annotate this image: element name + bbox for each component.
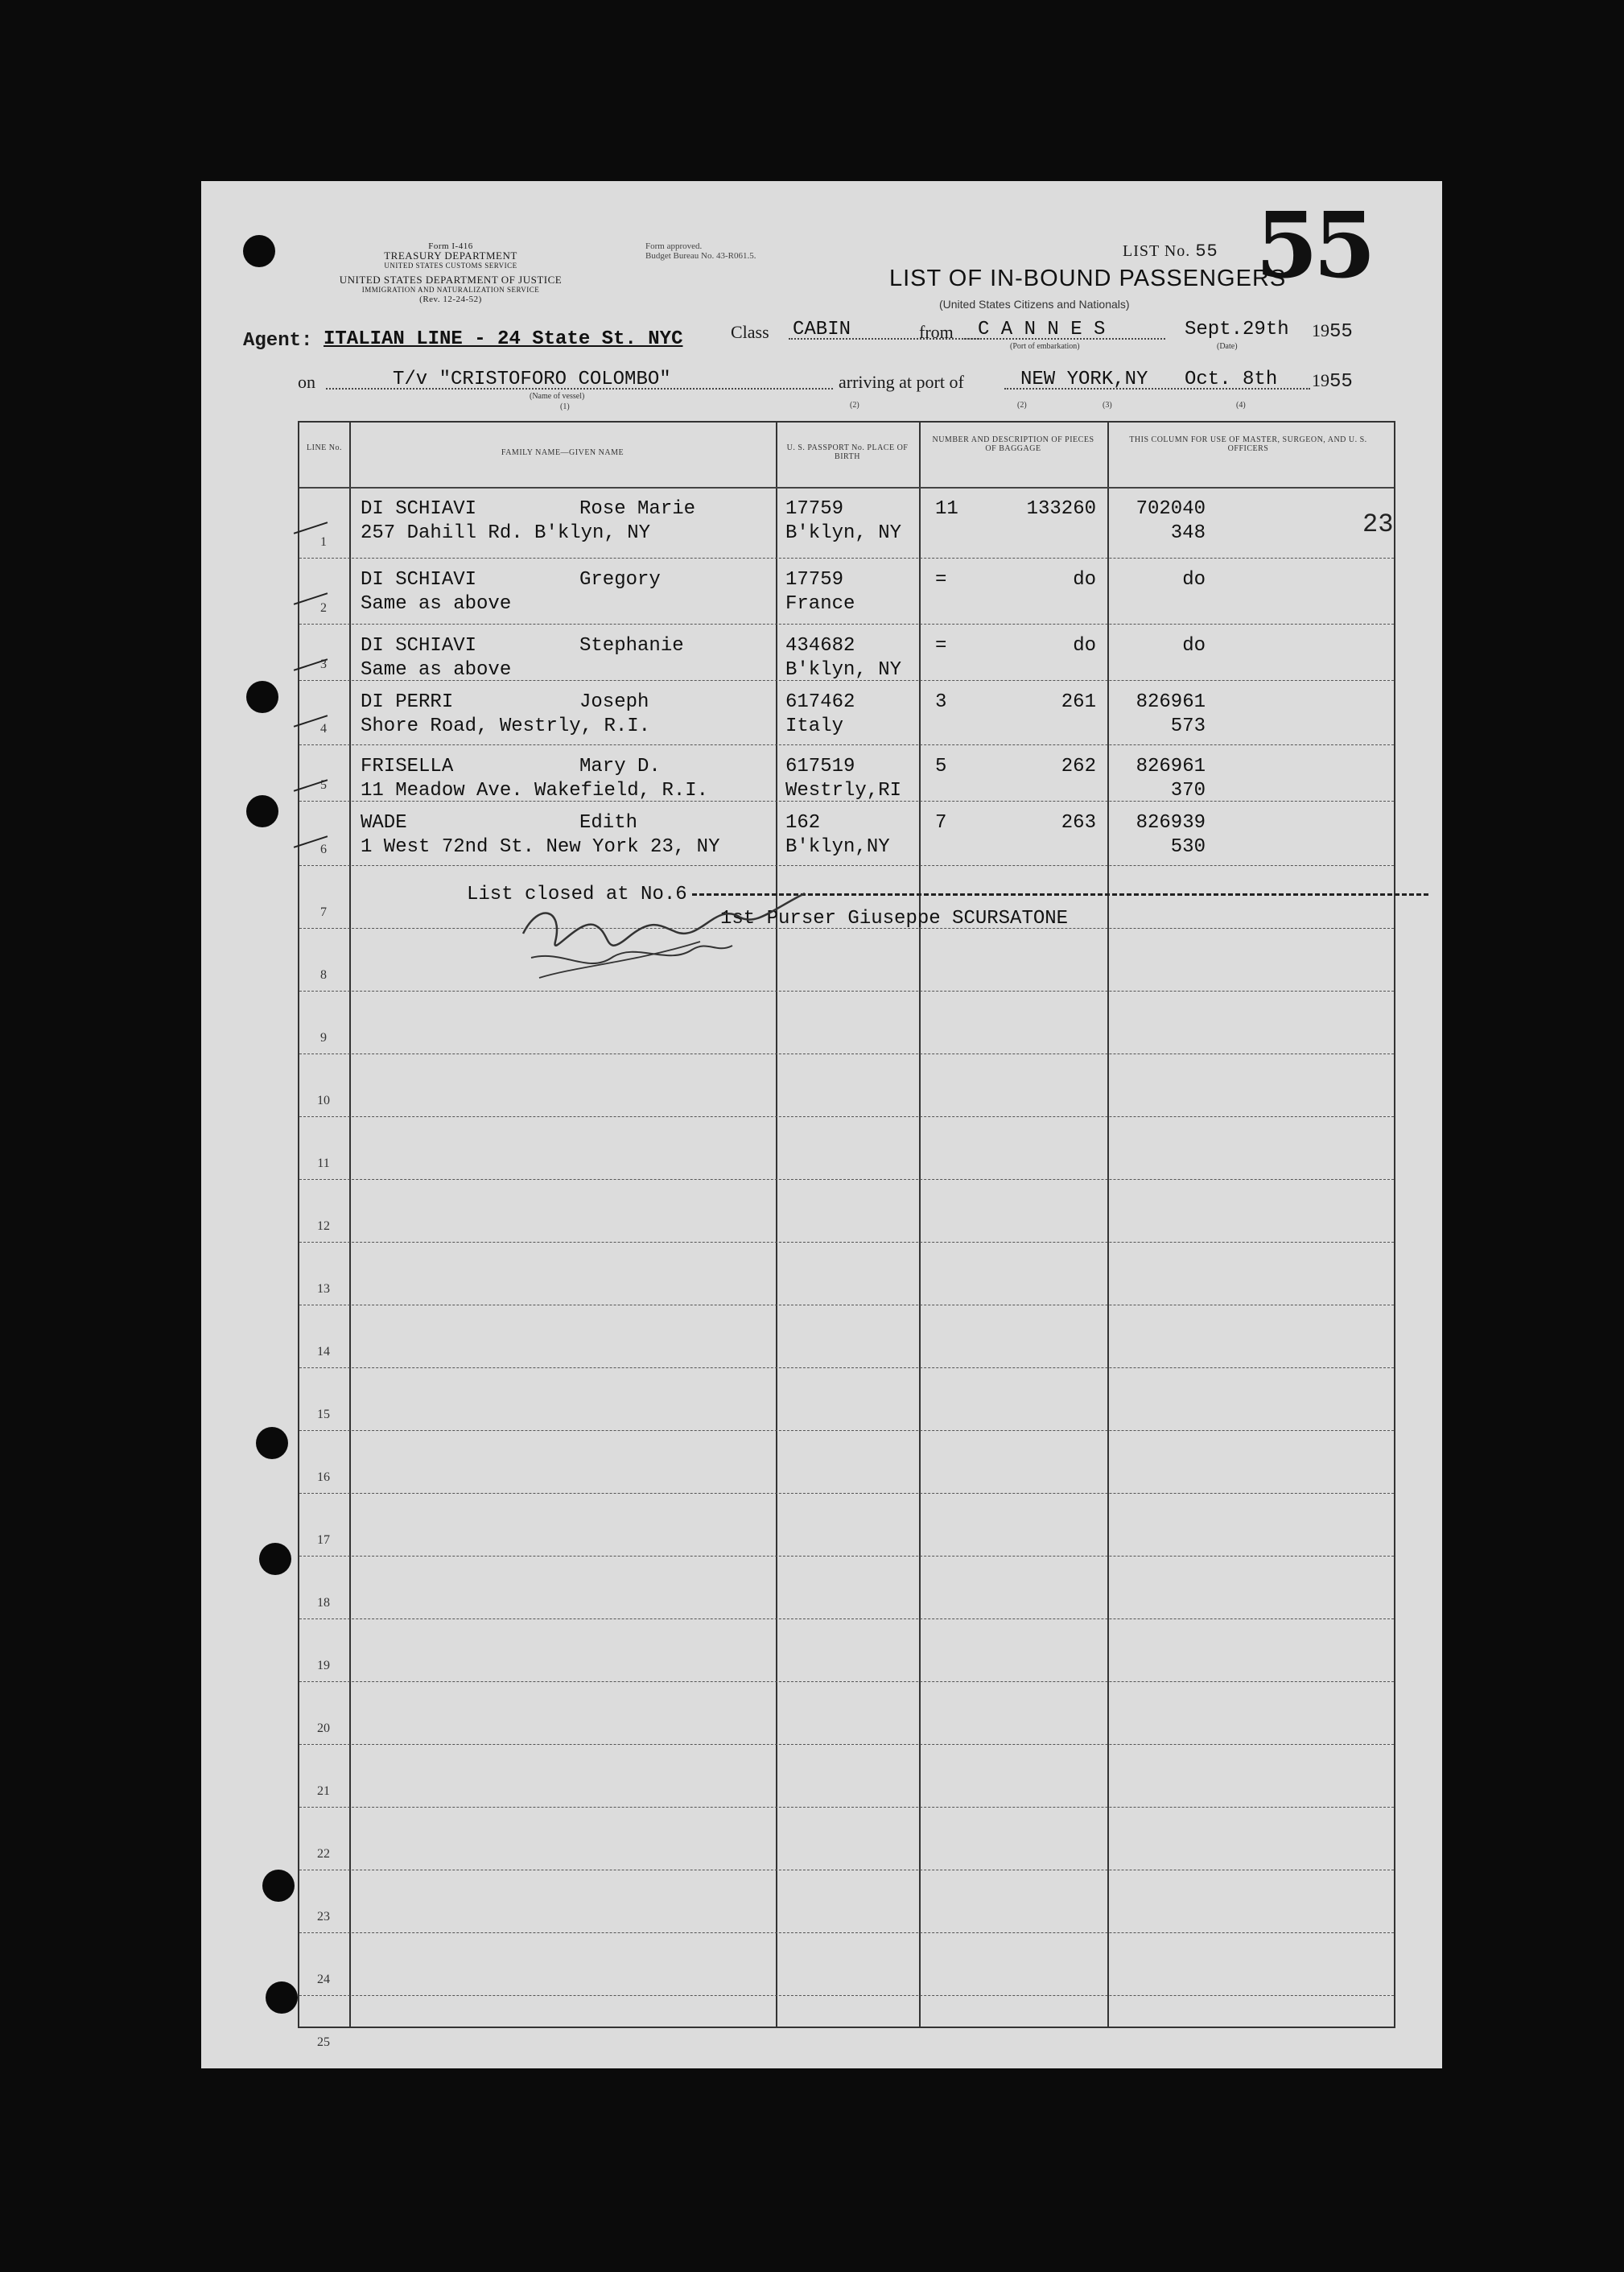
line-number: 19 bbox=[317, 1659, 330, 1672]
passenger-family-name: FRISELLA bbox=[361, 756, 454, 777]
passport-number: 434682 bbox=[785, 635, 855, 657]
baggage-pieces: 3 bbox=[935, 691, 947, 713]
line-number: 23 bbox=[317, 1910, 330, 1924]
officer-entry-2: 348 bbox=[1170, 522, 1206, 544]
caption-2b: (2) bbox=[1017, 401, 1027, 410]
passenger-address: Same as above bbox=[361, 659, 512, 681]
punch-hole bbox=[266, 1981, 298, 2014]
list-number-stamp: 55 bbox=[1255, 193, 1371, 299]
row-rule bbox=[299, 1807, 1394, 1808]
row-rule bbox=[299, 1116, 1394, 1117]
passenger-address: 257 Dahill Rd. B'klyn, NY bbox=[361, 522, 651, 544]
passenger-family-name: DI SCHIAVI bbox=[361, 635, 477, 657]
purser-note: 1st Purser Giuseppe SCURSATONE bbox=[720, 908, 1069, 930]
baggage-pieces: = bbox=[935, 635, 947, 657]
line-number: 1 bbox=[320, 535, 327, 549]
baggage-pieces: = bbox=[935, 569, 947, 591]
passenger-given-name: Joseph bbox=[579, 691, 649, 713]
row-rule bbox=[299, 1493, 1394, 1494]
caption-4: (4) bbox=[1236, 401, 1246, 410]
row-rule bbox=[299, 744, 1394, 745]
passenger-given-name: Stephanie bbox=[579, 635, 684, 657]
caption-2a: (2) bbox=[850, 401, 859, 410]
rev-label: (Rev. 12-24-52) bbox=[419, 295, 482, 304]
baggage-pieces: 7 bbox=[935, 812, 947, 834]
arriving-label: arriving at port of bbox=[839, 372, 964, 392]
baggage-number: do bbox=[1073, 635, 1096, 657]
officer-entry: do bbox=[1182, 569, 1206, 591]
row-rule bbox=[299, 1556, 1394, 1557]
punch-hole bbox=[259, 1543, 291, 1575]
line-number: 12 bbox=[317, 1219, 330, 1233]
line-number: 10 bbox=[317, 1094, 330, 1107]
margin-note: 23 bbox=[1362, 509, 1394, 539]
punch-hole bbox=[246, 681, 278, 713]
passenger-address: 11 Meadow Ave. Wakefield, R.I. bbox=[361, 780, 709, 802]
line-number: 7 bbox=[320, 905, 327, 919]
ins-label: IMMIGRATION AND NATURALIZATION SERVICE bbox=[361, 286, 540, 294]
line-number: 16 bbox=[317, 1470, 330, 1484]
passport-number: 162 bbox=[785, 812, 821, 834]
baggage-pieces: 5 bbox=[935, 756, 947, 777]
departure-date: Sept.29th bbox=[1185, 319, 1289, 340]
officer-entry: 826939 bbox=[1136, 812, 1206, 834]
baggage-pieces: 11 bbox=[935, 498, 958, 520]
passenger-given-name: Edith bbox=[579, 812, 638, 834]
line-number: 21 bbox=[317, 1784, 330, 1798]
line-number: 8 bbox=[320, 968, 327, 982]
header-rule bbox=[299, 487, 1394, 489]
row-rule bbox=[299, 1618, 1394, 1619]
line-number: 13 bbox=[317, 1282, 330, 1296]
treasury-label: TREASURY DEPARTMENT bbox=[384, 249, 517, 262]
on-label: on bbox=[298, 372, 315, 392]
officer-entry-2: 370 bbox=[1170, 780, 1206, 802]
passenger-family-name: DI SCHIAVI bbox=[361, 498, 477, 520]
passport-number: 617519 bbox=[785, 756, 855, 777]
line-number: 17 bbox=[317, 1533, 330, 1547]
officer-entry-2: 573 bbox=[1170, 715, 1206, 737]
header-passport: U. S. PASSPORT No. PLACE OF BIRTH bbox=[786, 443, 909, 461]
line-number: 22 bbox=[317, 1847, 330, 1861]
row-rule bbox=[299, 1430, 1394, 1431]
vessel-name: T/v "CRISTOFORO COLOMBO" bbox=[393, 369, 671, 390]
line-number: 5 bbox=[320, 778, 327, 792]
officer-entry: 826961 bbox=[1136, 691, 1206, 713]
line-number: 3 bbox=[320, 658, 327, 671]
place-of-birth: B'klyn, NY bbox=[785, 659, 902, 681]
line-tick bbox=[294, 522, 328, 534]
passport-number: 17759 bbox=[785, 569, 844, 591]
passenger-family-name: DI PERRI bbox=[361, 691, 454, 713]
place-of-birth: France bbox=[785, 593, 855, 615]
port-caption: (Port of embarkation) bbox=[1010, 342, 1080, 351]
row-rule bbox=[299, 624, 1394, 625]
from-label: from bbox=[919, 322, 954, 342]
line-number: 24 bbox=[317, 1973, 330, 1986]
year-prefix: 19 bbox=[1312, 370, 1329, 390]
line-number: 20 bbox=[317, 1722, 330, 1735]
from-value: C A N N E S bbox=[978, 319, 1106, 340]
justice-label: UNITED STATES DEPARTMENT OF JUSTICE bbox=[339, 274, 563, 286]
row-rule bbox=[299, 801, 1394, 802]
form-subtitle: (United States Citizens and Nationals) bbox=[939, 298, 1130, 311]
list-label: LIST No. bbox=[1123, 242, 1191, 260]
officer-entry: 702040 bbox=[1136, 498, 1206, 520]
officer-entry: 826961 bbox=[1136, 756, 1206, 777]
line-number: 25 bbox=[317, 2035, 330, 2049]
purser-signature bbox=[515, 845, 821, 990]
passenger-family-name: WADE bbox=[361, 812, 407, 834]
baggage-number: 262 bbox=[1061, 756, 1096, 777]
arrival-port: NEW YORK,NY bbox=[1020, 369, 1148, 390]
header-line-no: LINE No. bbox=[307, 443, 342, 452]
class-value: CABIN bbox=[793, 319, 851, 340]
col-divider bbox=[1107, 423, 1109, 2027]
list-closed-note: List closed at No.6 bbox=[467, 884, 687, 905]
year-prefix: 19 bbox=[1312, 320, 1329, 340]
year-value: 55 bbox=[1329, 371, 1353, 393]
passenger-address: 1 West 72nd St. New York 23, NY bbox=[361, 836, 720, 858]
punch-hole bbox=[243, 235, 275, 267]
form-header-left bbox=[298, 241, 604, 304]
baggage-number: 133260 bbox=[1026, 498, 1096, 520]
approved-label: Form approved. bbox=[645, 241, 703, 251]
col-divider bbox=[776, 423, 777, 2027]
passport-number: 17759 bbox=[785, 498, 844, 520]
place-of-birth: B'klyn,NY bbox=[785, 836, 890, 858]
line-number: 6 bbox=[320, 843, 327, 856]
punch-hole bbox=[262, 1870, 295, 1902]
officer-entry: do bbox=[1182, 635, 1206, 657]
line-number: 4 bbox=[320, 722, 327, 736]
passenger-given-name: Mary D. bbox=[579, 756, 661, 777]
header-officers: THIS COLUMN FOR USE OF MASTER, SURGEON, AND U. S. OFFICERS bbox=[1129, 435, 1367, 453]
passenger-given-name: Rose Marie bbox=[579, 498, 696, 520]
line-number: 15 bbox=[317, 1408, 330, 1421]
place-of-birth: Westrly,RI bbox=[785, 780, 902, 802]
form-number: Form I-416 bbox=[428, 241, 473, 251]
agent-label: Agent: bbox=[243, 330, 313, 352]
baggage-number: 263 bbox=[1061, 812, 1096, 834]
arrival-year bbox=[1312, 370, 1353, 393]
punch-hole bbox=[246, 795, 278, 827]
baggage-number: 261 bbox=[1061, 691, 1096, 713]
passenger-given-name: Gregory bbox=[579, 569, 661, 591]
row-rule bbox=[299, 1744, 1394, 1745]
place-of-birth: B'klyn, NY bbox=[785, 522, 902, 544]
row-rule bbox=[299, 1681, 1394, 1682]
passenger-address: Same as above bbox=[361, 593, 512, 615]
row-rule bbox=[299, 1367, 1394, 1368]
passenger-address: Shore Road, Westrly, R.I. bbox=[361, 715, 651, 737]
caption-3: (3) bbox=[1103, 401, 1112, 410]
customs-label: UNITED STATES CUSTOMS SERVICE bbox=[384, 262, 517, 270]
line-number: 9 bbox=[320, 1031, 327, 1045]
line-number: 18 bbox=[317, 1596, 330, 1610]
passport-number: 617462 bbox=[785, 691, 855, 713]
caption-1: (1) bbox=[560, 402, 570, 411]
col-divider bbox=[919, 423, 921, 2027]
row-rule bbox=[299, 558, 1394, 559]
row-rule bbox=[299, 1242, 1394, 1243]
row-rule bbox=[299, 865, 1394, 866]
passenger-table bbox=[298, 421, 1395, 2049]
baggage-number: do bbox=[1073, 569, 1096, 591]
row-rule bbox=[299, 1179, 1394, 1180]
header-baggage: NUMBER AND DESCRIPTION OF PIECES OF BAGGAGE bbox=[932, 435, 1094, 453]
line-number: 14 bbox=[317, 1345, 330, 1359]
class-label: Class bbox=[731, 322, 769, 342]
line-number: 2 bbox=[320, 601, 327, 615]
header-name: FAMILY NAME—GIVEN NAME bbox=[501, 448, 624, 457]
punch-hole bbox=[256, 1427, 288, 1459]
date-caption: (Date) bbox=[1217, 342, 1238, 351]
col-divider bbox=[349, 423, 351, 2027]
row-rule bbox=[299, 1932, 1394, 1933]
form-title: LIST OF IN-BOUND PASSENGERS bbox=[889, 266, 1287, 291]
arrival-date: Oct. 8th bbox=[1185, 369, 1278, 390]
form-approved bbox=[645, 241, 756, 261]
row-rule bbox=[299, 1995, 1394, 1996]
budget-label: Budget Bureau No. 43-R061.5. bbox=[645, 251, 756, 261]
list-number-typed: 55 bbox=[1195, 241, 1218, 262]
officer-entry-2: 530 bbox=[1170, 836, 1206, 858]
row-rule bbox=[299, 991, 1394, 992]
year-value: 55 bbox=[1329, 321, 1353, 343]
agent-value: ITALIAN LINE - 24 State St. NYC bbox=[324, 328, 683, 350]
passenger-family-name: DI SCHIAVI bbox=[361, 569, 477, 591]
place-of-birth: Italy bbox=[785, 715, 844, 737]
list-number-label bbox=[1123, 241, 1218, 262]
line-number: 11 bbox=[317, 1157, 330, 1170]
row-rule bbox=[299, 680, 1394, 681]
departure-year bbox=[1312, 320, 1353, 343]
vessel-caption: (Name of vessel) bbox=[530, 392, 585, 401]
